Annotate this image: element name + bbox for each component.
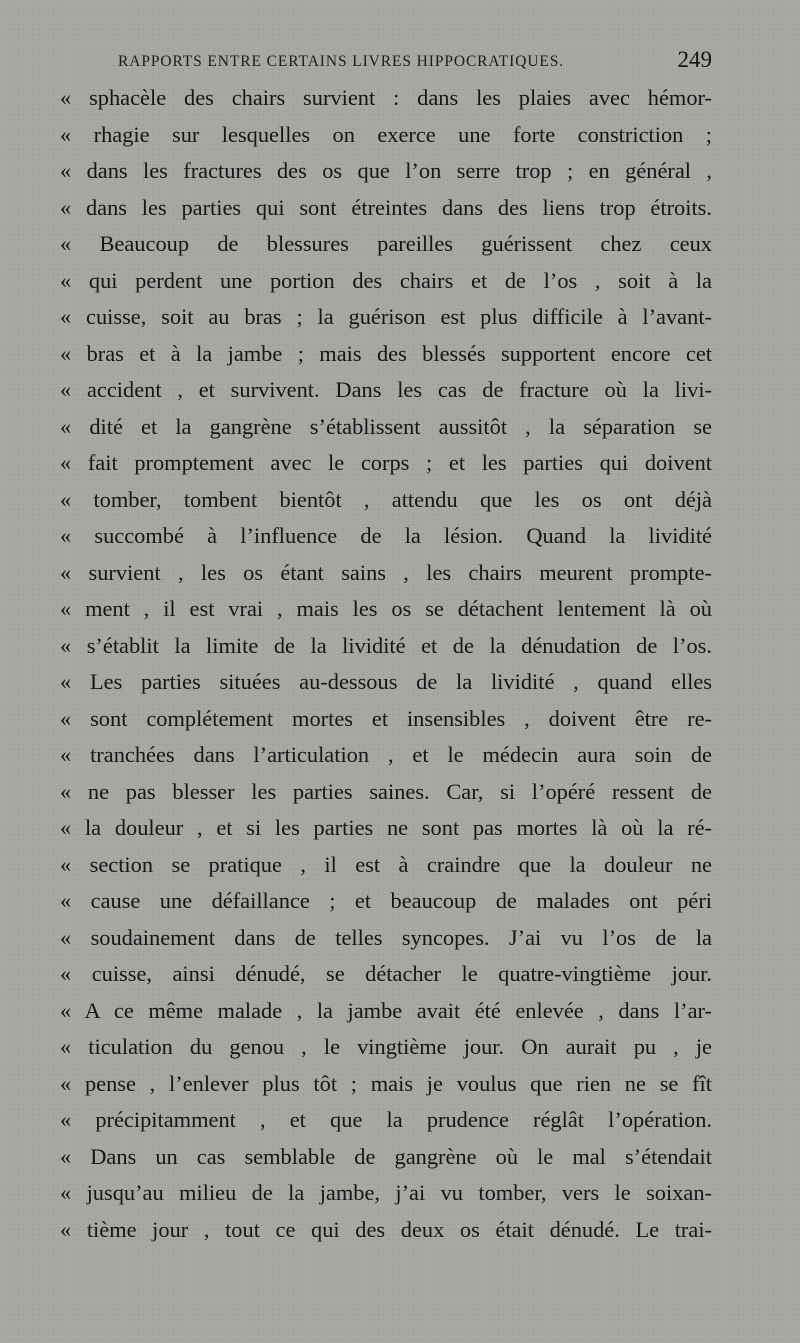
text-line: « tomber, tombent bientôt , attendu que les os ont déjà [60, 486, 712, 512]
text-body [60, 80, 712, 1248]
text-line: « ticulation du genou , le vingtième jour. On aurait pu , je [60, 1034, 712, 1059]
text-line: « fait promptement avec le corps ; et les parties qui doivent [60, 450, 712, 475]
text-line: « Beaucoup de blessures pareilles guérissent chez ceux [60, 231, 712, 256]
text-line: « jusqu’au milieu de la jambe, j’ai vu tomber, vers le soixan- [60, 1180, 712, 1205]
text-line: « cuisse, ainsi dénudé, se détacher le quatre-vingtième jour. [60, 961, 712, 986]
text-line: « tranchées dans l’articulation , et le médecin aura soin de [60, 742, 712, 767]
text-line: « Dans un cas semblable de gangrène où le mal s’étendait [60, 1143, 712, 1169]
text-line: « s’établit la limite de la lividité et de la dénudation de l’os. [60, 632, 712, 658]
text-line: « pense , l’enlever plus tôt ; mais je voulus que rien ne se fît [60, 1070, 712, 1096]
text-line: « la douleur , et si les parties ne sont pas mortes là où la ré- [60, 815, 712, 840]
running-title: RAPPORTS ENTRE CERTAINS LIVRES HIPPOCRATIQUES. [118, 53, 565, 70]
text-line: « qui perdent une portion des chairs et de l’os , soit à la [60, 267, 712, 293]
text-line: « bras et à la jambe ; mais des blessés supportent encore cet [60, 340, 712, 366]
text-line: « dité et la gangrène s’établissent aussitôt , la séparation se [60, 413, 712, 439]
text-line: « tième jour , tout ce qui des deux os était dénudé. Le trai- [60, 1216, 712, 1242]
text-line: « ment , il est vrai , mais les os se détachent lentement là où [60, 596, 712, 621]
text-line: « sont complétement mortes et insensibles , doivent être re- [60, 705, 712, 731]
text-line: « sphacèle des chairs survient : dans les plaies avec hémor- [60, 85, 712, 110]
text-line: « dans les parties qui sont étreintes dans des liens trop étroits. [60, 194, 712, 220]
text-line: « rhagie sur lesquelles on exerce une forte constriction ; [60, 121, 712, 147]
text-line: « précipitamment , et que la prudence réglât l’opération. [60, 1107, 712, 1132]
page-number: 249 [677, 47, 712, 72]
text-line: « cause une défaillance ; et beaucoup de malades ont péri [60, 888, 712, 913]
text-line: « section se pratique , il est à craindre que la douleur ne [60, 851, 712, 877]
text-line: « dans les fractures des os que l’on serre trop ; en général , [60, 158, 712, 183]
running-head [118, 47, 712, 77]
text-line: « soudainement dans de telles syncopes. J’ai vu l’os de la [60, 924, 712, 950]
text-line: « Les parties situées au-dessous de la lividité , quand elles [60, 669, 712, 694]
text-line: « succombé à l’influence de la lésion. Quand la lividité [60, 523, 712, 548]
text-line: « A ce même malade , la jambe avait été enlevée , dans l’ar- [60, 997, 712, 1023]
text-line: « cuisse, soit au bras ; la guérison est plus difficile à l’avant- [60, 304, 712, 329]
text-line: « survient , les os étant sains , les chairs meurent prompte- [60, 559, 712, 585]
text-line: « accident , et survivent. Dans les cas de fracture où la livi- [60, 377, 712, 402]
text-line: « ne pas blesser les parties saines. Car, si l’opéré ressent de [60, 778, 712, 804]
